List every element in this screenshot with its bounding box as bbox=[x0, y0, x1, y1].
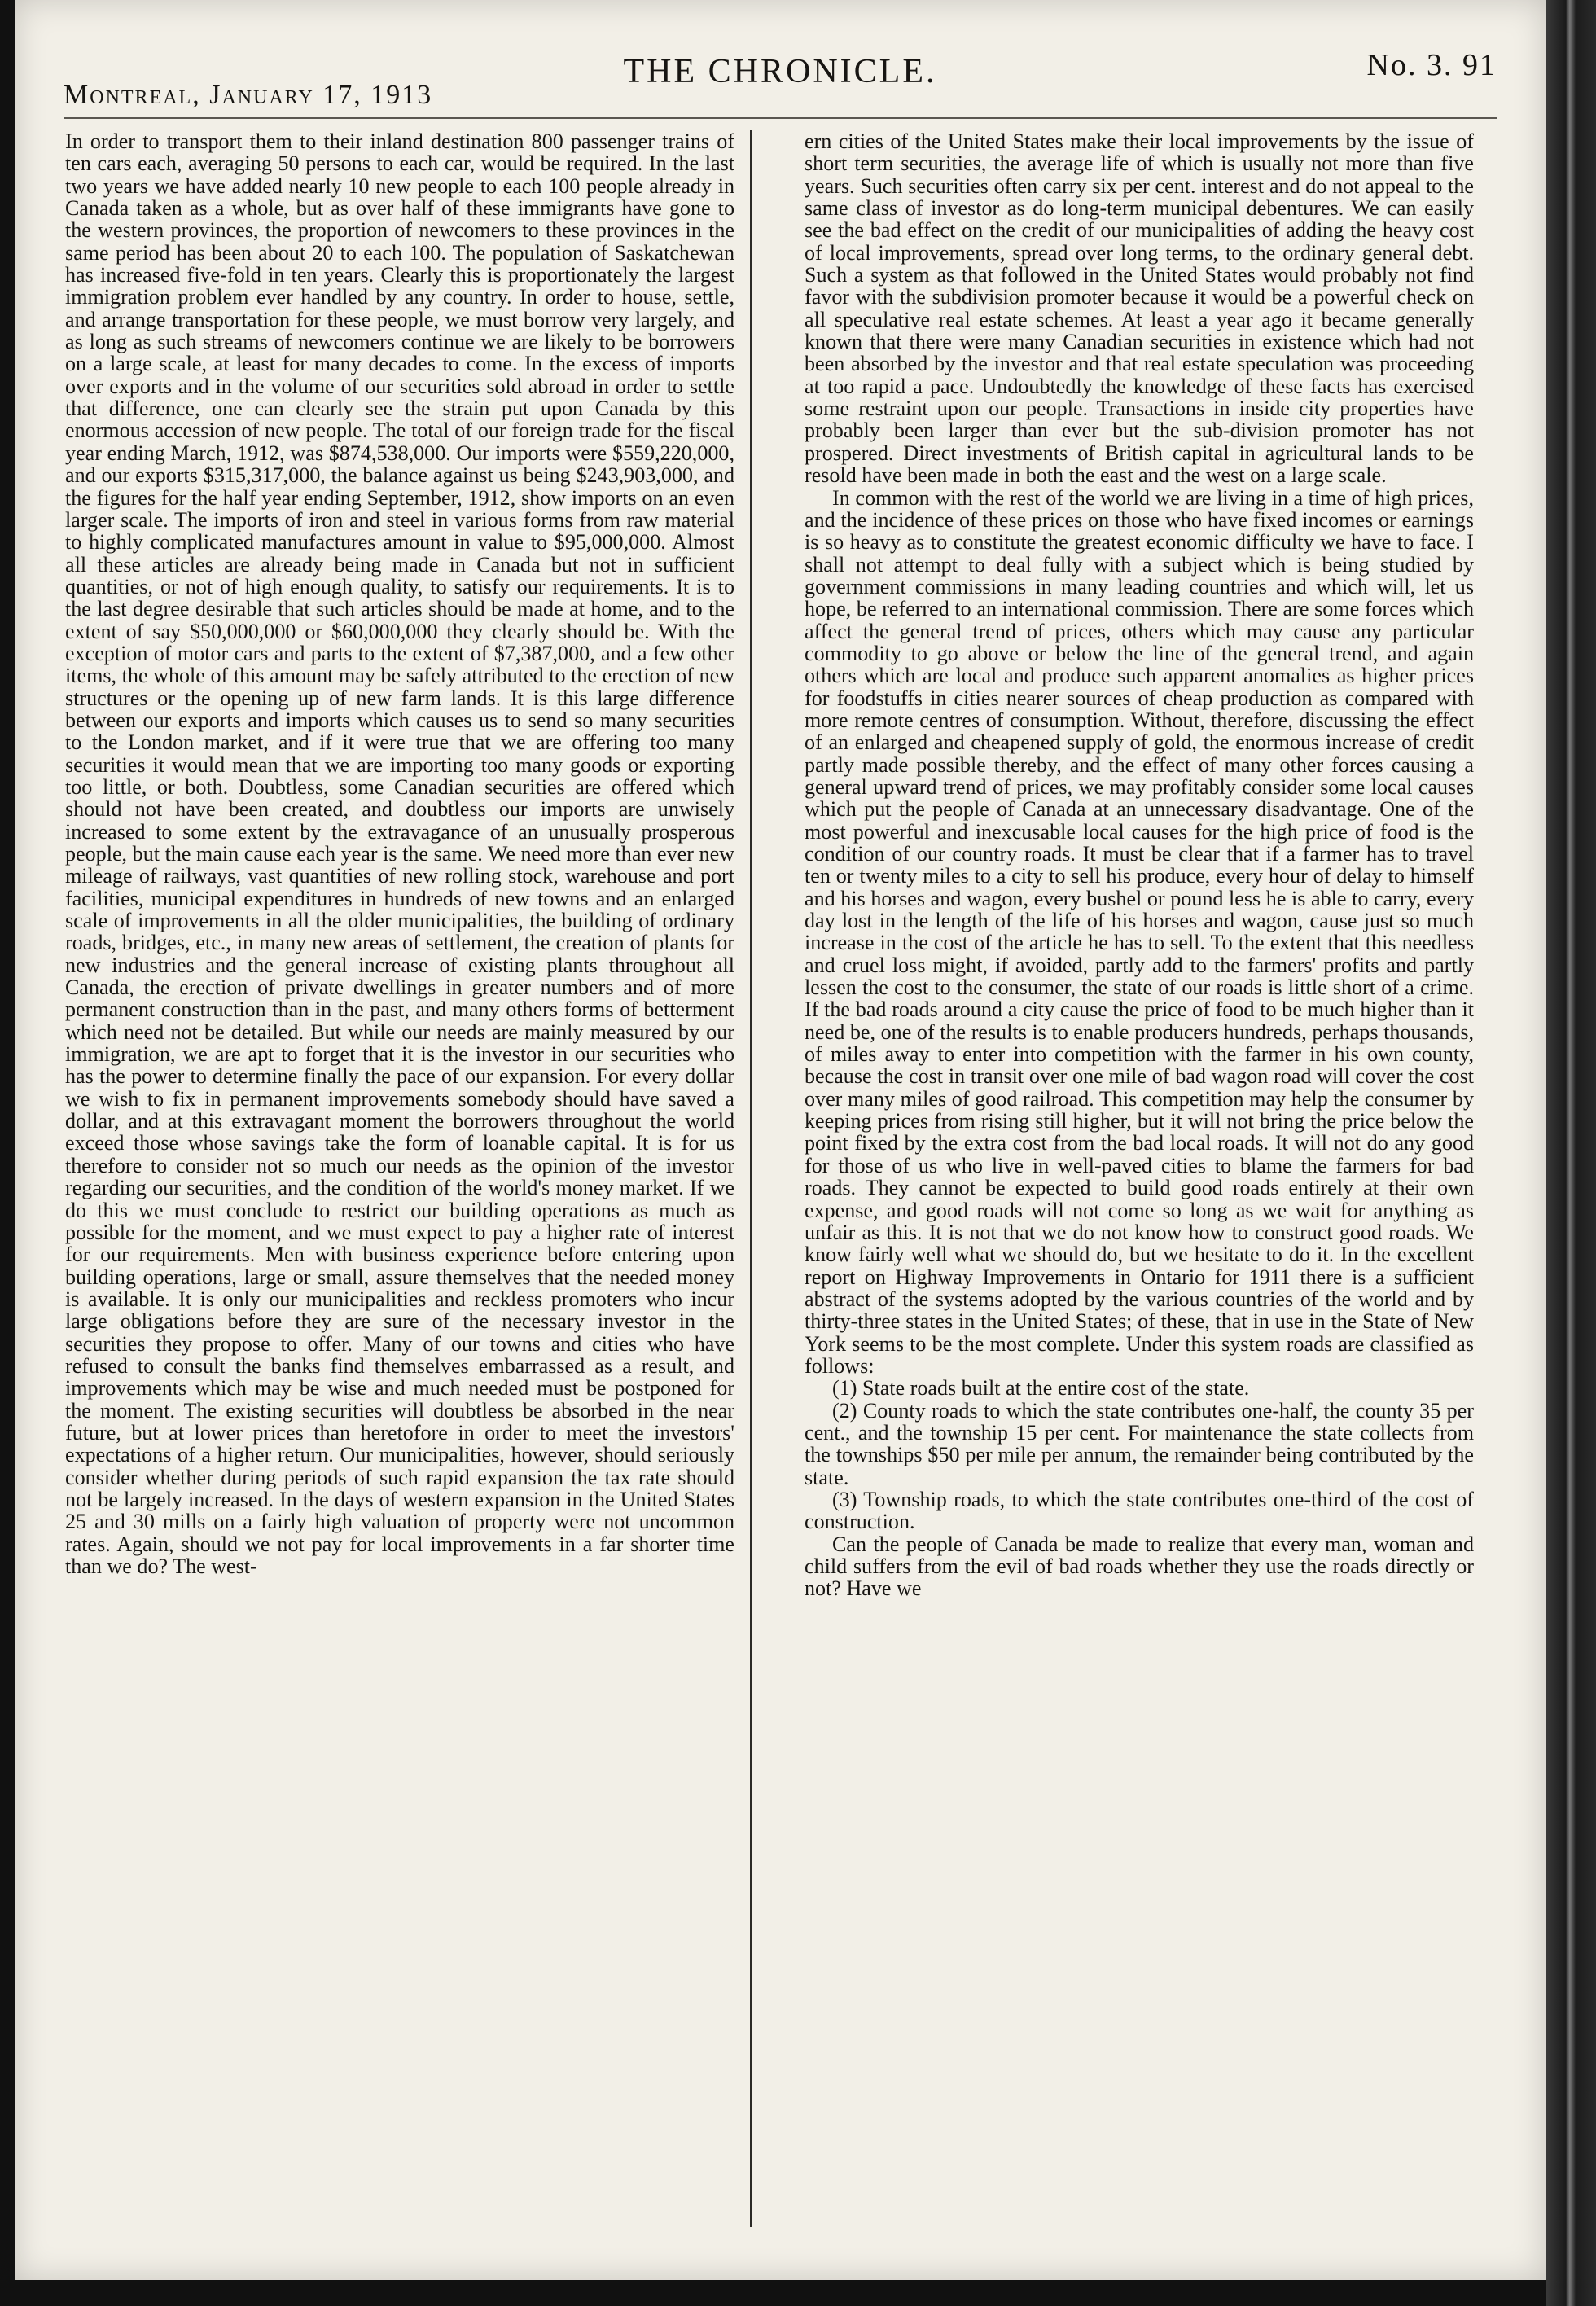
header-dateline: Montreal, January 17, 1913 bbox=[64, 80, 433, 110]
list-item: (3) Township roads, to which the state contributes one-third of the cost of construction. bbox=[805, 1487, 1474, 1534]
list-item: (1) State roads built at the entire cost of the state. bbox=[832, 1376, 1250, 1401]
list-item: (2) County roads to which the state contributes one-half, the county 35 per cent., and the township 15 per cent. For maintenance the state collects from the townships $50 per mile per annum, the remainder being contributed by the state. bbox=[805, 1398, 1474, 1489]
header-rule bbox=[64, 117, 1497, 119]
page-header bbox=[64, 47, 1497, 129]
column-divider bbox=[750, 130, 752, 2227]
issue-page-number: No. 3. 91 bbox=[1366, 48, 1497, 82]
paragraph: Can the people of Canada be made to realize that every man, woman and child suffers from the evil of bad roads whether they use the roads directly or not? Have we bbox=[805, 1532, 1474, 1601]
left-column bbox=[65, 130, 734, 2215]
right-column bbox=[805, 130, 1474, 2215]
publication-title: THE CHRONICLE. bbox=[623, 53, 937, 90]
paragraph: In order to transport them to their inland destination 800 passenger trains of ten cars each, averaging 50 persons to each car, would be required. In the last two years we have added nearly 10 new people to each 100 people already in Canada taken as a whole, but as over half of these immigrants have gone to the western provinces, the proportion of newcomers to these provinces in the same period has been about 20 to each 100. The population of Saskatchewan has increased five-fold in ten years. Clearly this is proportionately the largest immigration problem ever handled by any country. In order to house, settle, and arrange transportation for these people, we must borrow very largely, and as long as such streams of newcomers continue we are likely to be borrowers on a large scale, at least for many decades to come. In the excess of imports over exports and in the volume of our securities sold abroad in order to settle that difference, one can clearly see the strain put upon Canada by this enormous accession of new people. The total of our foreign trade for the fiscal year ending March, 1912, was $874,538,000. Our imports were $559,220,000, and our exports $315,317,000, the balance against us being $243,903,000, and the figures for the half year ending September, 1912, show imports on an even larger scale. The imports of iron and steel in various forms from raw material to highly complicated manufactures amount in value to $95,000,000. Almost all these articles are already being made in Canada but not in sufficient quantities, or not of high enough quality, to satisfy our requirements. It is to the last degree desirable that such articles should be made at home, and to the extent of say $50,000,000 or $60,000,000 they clearly should be. With the exception of motor cars and parts to the extent of $7,387,000, and a few other items, the whole of this amount may be safely attributed to the erection of new structures or the opening up of new farm lands. It is this large difference between our exports and imports which causes us to send so many securities to the London market, and if it were true that we are offering too many securities it would mean that we are importing too many goods or exporting too little, or both. Doubtless, some Canadian securities are offered which should not have been created, and doubtless our imports are unwisely increased to some extent by the extravagance of an unusually prosperous people, but the main cause each year is the same. We need more than ever new mileage of railways, vast quantities of new rolling stock, warehouse and port facilities, municipal expenditures in hundreds of new towns and an enlarged scale of improvements in all the older municipalities, the building of ordinary roads, bridges, etc., in many new areas of settlement, the creation of plants for new industries and the general increase of existing plants throughout all Canada, the erection of private dwellings in greater numbers and of more permanent construction than in the past, and many others forms of betterment which need not be detailed. But while our needs are mainly measured by our immigration, we are apt to forget that it is the investor in our securities who has the power to determine finally the pace of our expansion. For every dollar we wish to fix in permanent improvements somebody should have saved a dollar, and at this extravagant moment the borrowers throughout the world exceed those whose savings take the form of loanable capital. It is for us therefore to consider not so much our needs as the opinion of the investor regarding our securities, and the condition of the world's money market. If we do this we must conclude to restrict our building operations as much as possible for the moment, and we must expect to pay a higher rate of interest for our requirements. Men with business experience before entering upon building operations, large or small, assure themselves that the needed money is available. It is only our municipalities and reckless promoters who incur large obligations before they are sure of the necessary investor in the securities they propose to offer. Many of our towns and cities who have refused to consult the banks find themselves embarrassed as a result, and improvements which may be wise and much needed must be postponed for the moment. The existing securities will doubtless be absorbed in the near future, but at lower prices than heretofore in order to meet the investors' expectations of a higher return. Our municipalities, however, should seriously consider whether during periods of such rapid expansion the tax rate should not be largely increased. In the days of western expansion in the United States 25 and 30 mills on a fairly high valuation of property were not uncommon rates. Again, should we not pay for local improvements in a far shorter time than we do? The west- bbox=[65, 130, 734, 1578]
paragraph: In common with the rest of the world we are living in a time of high prices, and the incidence of these prices on those who have fixed incomes or earnings is so heavy as to constitute the greatest economic difficulty we have to face. I shall not attempt to deal fully with a subject which is being studied by government commissions in many leading countries and which will, let us hope, be referred to an international commission. There are some forces which affect the general trend of prices, others which may cause any particular commodity to go above or below the line of the general trend, and again others which are local and produce such apparent anomalies as higher prices for foodstuffs in cities nearer sources of cheap production as compared with more remote centres of consumption. Without, therefore, discussing the effect of an enlarged and cheapened supply of gold, the enormous increase of credit partly made possible thereby, and the effect of many other forces causing a general upward trend of prices, we may profitably consider some local causes which put the people of Canada at an unnecessary disadvantage. One of the most powerful and inexcusable local causes for the high price of food is the condition of our country roads. It must be clear that if a farmer has to travel ten or twenty miles to a city to sell his produce, every hour of delay to himself and his horses and wagon, every bushel or pound less he is able to carry, every day lost in the length of the life of his horses and wagon, cause just so much increase in the cost of the article he has to sell. To the extent that this needless and cruel loss might, if avoided, partly add to the farmers' profits and partly lessen the cost to the consumer, the state of our roads is little short of a crime. If the bad roads around a city cause the price of food to be much higher than it need be, one of the results is to enable producers hundreds, perhaps thousands, of miles away to enter into competition with the farmer in his own county, because the cost in transit over one mile of bad wagon road will cover the cost over many miles of good railroad. This competition may help the consumer by keeping prices from rising still higher, but it will not bring the price below the point fixed by the extra cost from the bad local roads. It will not do any good for those of us who live in well-paved cities to blame the farmers for bad roads. They cannot be expected to build good roads entirely at their own expense, and good roads will not come so long as we wait for anything as unfair as this. It is not that we do not know how to construct good roads. We know fairly well what we should do, but we hesitate to do it. In the excellent report on Highway Improvements in Ontario for 1911 there is a sufficient abstract of the systems adopted by the various countries of the world and by thirty-three states in the United States; of these, that in use in the State of New York seems to be the most complete. Under this system roads are classified as follows: bbox=[805, 485, 1474, 1378]
paragraph: ern cities of the United States make their local improvements by the issue of short term securities, the average life of which is usually not more than five years. Such securities often carry six per cent. interest and do not appeal to the same class of investor as do long-term municipal debentures. We can easily see the bad effect on the credit of our municipalities of adding the heavy cost of local improvements, spread over long terms, to the ordinary general debt. Such a system as that followed in the United States would probably not find favor with the subdivision promoter because it would be a powerful check on all speculative real estate schemes. At least a year ago it became generally known that there were many Canadian securities in existence which had not been absorbed by the investor and that real estate speculation was proceeding at too rapid a pace. Undoubtedly the knowledge of these facts has exercised some restraint upon our people. Transactions in inside city properties have probably been larger than ever but the sub-division promoter has not prospered. Direct investments of British capital in agricultural lands to be resold have been made in both the east and the west on a large scale. bbox=[805, 130, 1474, 488]
newspaper-page bbox=[15, 0, 1546, 2280]
book-edge bbox=[1546, 0, 1596, 2306]
